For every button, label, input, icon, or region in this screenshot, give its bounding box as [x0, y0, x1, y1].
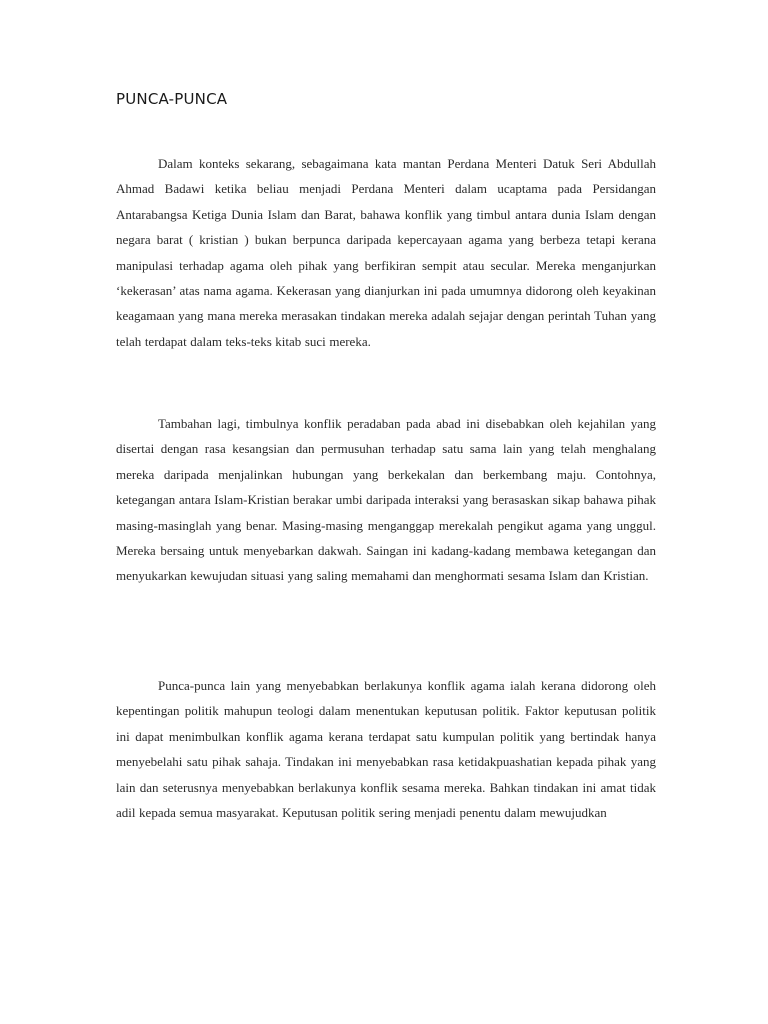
- paragraph-block: [116, 673, 656, 825]
- paragraph-2: Tambahan lagi, timbulnya konflik peradaban pada abad ini disebabkan oleh kejahilan yang disertai dengan rasa kesangsian dan permusuhan terhadap satu sama lain yang telah menghalang mereka daripada menjalinkan hubungan yang berkekalan dan berkembang maju. Contohnya, ketegangan antara Islam-Kristian berakar umbi daripada interaksi yang berasaskan sikap bahawa pihak masing-masinglah yang benar. Masing-masing menganggap merekalah pengikut agama yang unggul. Mereka bersaing untuk menyebarkan dakwah. Saingan ini kadang-kadang membawa ketegangan dan menyukarkan kewujudan situasi yang saling memahami dan menghormati sesama Islam dan Kristian.: [116, 416, 656, 584]
- paragraph-block: [116, 151, 656, 354]
- paragraph-3: Punca-punca lain yang menyebabkan berlakunya konflik agama ialah kerana didorong oleh kepentingan politik mahupun teologi dalam menentukan keputusan politik. Faktor keputusan politik ini dapat menimbulkan konflik agama kerana terdapat satu kumpulan politik yang bertindak hanya menyebelahi satu pihak sahaja. Tindakan ini menyebabkan rasa ketidakpuashatian kepada pihak yang lain dan seterusnya menyebabkan berlakunya konflik sesama mereka. Bahkan tindakan ini amat tidak adil kepada semua masyarakat. Keputusan politik sering menjadi penentu dalam mewujudkan: [116, 678, 656, 821]
- paragraph-block: [116, 411, 656, 589]
- paragraph-1: Dalam konteks sekarang, sebagaimana kata mantan Perdana Menteri Datuk Seri Abdullah Ahmad Badawi ketika beliau menjadi Perdana Menteri dalam ucaptama pada Persidangan Antarabangsa Ketiga Dunia Islam dan Barat, bahawa konflik yang timbul antara dunia Islam dengan negara barat ( kristian ) bukan berpunca daripada kepercayaan agama yang berbeza tetapi kerana manipulasi terhadap agama oleh pihak yang berfikiran sempit atau secular. Mereka menganjurkan ‘kekerasan’ atas nama agama. Kekerasan yang dianjurkan ini pada umumnya didorong oleh keyakinan keagamaan yang mana mereka merasakan tindakan mereka adalah sejajar dengan perintah Tuhan yang telah terdapat dalam teks-teks kitab suci mereka.: [116, 156, 656, 349]
- section-heading: PUNCA-PUNCA: [116, 90, 228, 108]
